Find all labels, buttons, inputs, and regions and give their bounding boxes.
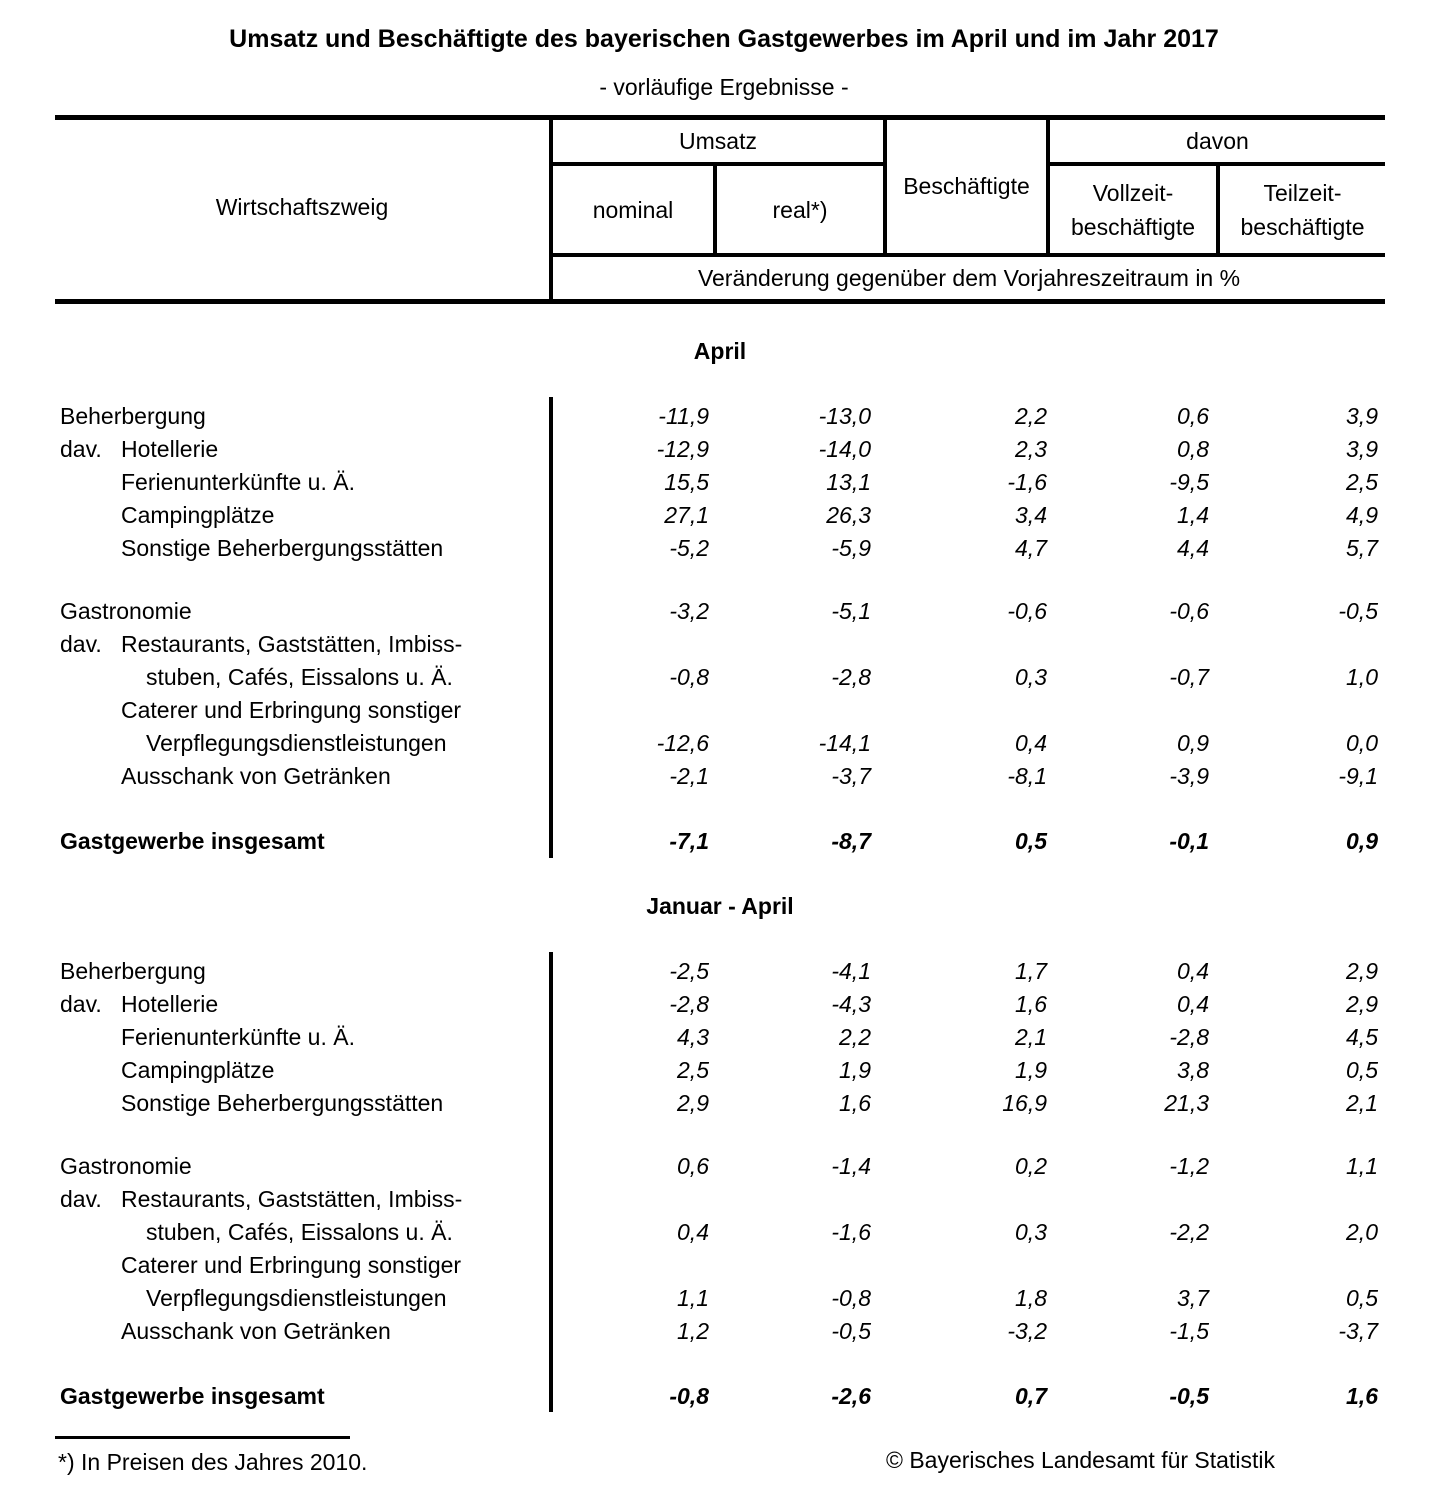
value-vollzeit: -3,9: [1169, 763, 1209, 789]
column-group-umsatz: Umsatz: [679, 127, 757, 154]
column-header-real: real*): [772, 196, 828, 223]
value-teilzeit: 2,1: [1346, 1090, 1378, 1116]
row-prefix: dav.: [60, 436, 102, 462]
value-teilzeit: 0,5: [1346, 1285, 1378, 1311]
table-row: [0, 1216, 1448, 1249]
row-label: Restaurants, Gaststätten, Imbiss-: [121, 631, 463, 657]
row-prefix: dav.: [60, 1186, 102, 1212]
value-real: -1,4: [831, 1153, 871, 1179]
value-nominal: -12,9: [656, 436, 709, 462]
value-vollzeit: -2,2: [1169, 1219, 1209, 1245]
column-header-nominal: nominal: [592, 196, 674, 223]
value-real: -1,6: [831, 1219, 871, 1245]
table-row: [0, 532, 1448, 565]
vollzeit-line2: beschäftigte: [1070, 213, 1196, 240]
value-real: -3,7: [831, 763, 871, 789]
value-real: -4,3: [831, 991, 871, 1017]
value-vollzeit: -9,5: [1169, 469, 1209, 495]
value-teilzeit: 0,5: [1346, 1057, 1378, 1083]
footnote: *) In Preisen des Jahres 2010.: [58, 1449, 368, 1475]
row-label: Gastronomie: [60, 1153, 192, 1179]
row-label: Caterer und Erbringung sonstiger: [121, 697, 462, 723]
table-row: [0, 1054, 1448, 1087]
value-vollzeit: -2,8: [1169, 1024, 1209, 1050]
value-real: -5,1: [831, 598, 871, 624]
value-teilzeit: 3,9: [1346, 436, 1378, 462]
row-label: Beherbergung: [60, 403, 206, 429]
value-vollzeit: 4,4: [1177, 535, 1209, 561]
value-vollzeit: -0,1: [1169, 828, 1209, 854]
column-header-wirtschaftszweig: Wirtschaftszweig: [215, 194, 389, 220]
value-nominal: -2,5: [669, 958, 709, 984]
value-nominal: -2,8: [669, 991, 709, 1017]
value-real: -0,8: [831, 1285, 871, 1311]
table-row: [0, 694, 1448, 727]
value-teilzeit: 1,1: [1346, 1153, 1378, 1179]
value-teilzeit: 0,0: [1346, 730, 1378, 756]
copyright: © Bayerisches Landesamt für Statistik: [886, 1447, 1275, 1473]
section-heading-april: April: [693, 338, 747, 364]
table-row: [0, 1150, 1448, 1183]
row-label: Restaurants, Gaststätten, Imbiss-: [121, 1186, 463, 1212]
value-vollzeit: 1,4: [1177, 502, 1209, 528]
row-label: Ausschank von Getränken: [121, 1318, 391, 1344]
row-prefix: dav.: [60, 991, 102, 1017]
row-label: Ferienunterkünfte u. Ä.: [121, 469, 355, 495]
value-nominal: 0,4: [677, 1219, 709, 1245]
value-teilzeit: -0,5: [1338, 598, 1378, 624]
value-vollzeit: 3,7: [1177, 1285, 1209, 1311]
table-row: [0, 727, 1448, 760]
value-beschaeftigte: 1,6: [1015, 991, 1047, 1017]
value-beschaeftigte: -3,2: [1007, 1318, 1047, 1344]
table-row: [0, 400, 1448, 433]
value-real: 1,9: [839, 1057, 871, 1083]
value-nominal: -3,2: [669, 598, 709, 624]
value-beschaeftigte: 1,9: [1015, 1057, 1047, 1083]
row-label: Hotellerie: [121, 991, 219, 1017]
column-group-davon: davon: [1186, 127, 1249, 154]
value-vollzeit: -0,7: [1169, 664, 1209, 690]
value-real: -2,8: [831, 664, 871, 690]
value-nominal: 2,5: [677, 1057, 709, 1083]
value-teilzeit: 2,9: [1346, 991, 1378, 1017]
vollzeit-line1: Vollzeit-: [1092, 179, 1174, 206]
column-header-beschaeftigte: Beschäftigte: [903, 173, 1030, 199]
table-row: [0, 760, 1448, 793]
value-teilzeit: 1,0: [1346, 664, 1378, 690]
value-real: 13,1: [826, 469, 871, 495]
row-prefix: dav.: [60, 631, 102, 657]
value-teilzeit: -3,7: [1338, 1318, 1378, 1344]
value-beschaeftigte: 16,9: [1002, 1090, 1047, 1116]
value-nominal: 27,1: [664, 502, 709, 528]
value-teilzeit: 0,9: [1346, 828, 1378, 854]
value-vollzeit: -1,2: [1169, 1153, 1209, 1179]
value-teilzeit: 4,5: [1346, 1024, 1378, 1050]
value-nominal: 1,1: [677, 1285, 709, 1311]
row-label: Hotellerie: [121, 436, 219, 462]
value-beschaeftigte: 2,2: [1015, 403, 1047, 429]
table-row: [0, 499, 1448, 532]
table-rule-header-bottom: [55, 299, 1385, 304]
value-beschaeftigte: 2,3: [1015, 436, 1047, 462]
table-row: [0, 433, 1448, 466]
value-vollzeit: 0,9: [1177, 730, 1209, 756]
row-label: Caterer und Erbringung sonstiger: [121, 1252, 462, 1278]
table-row: [0, 1315, 1448, 1348]
value-beschaeftigte: 0,2: [1015, 1153, 1047, 1179]
row-label: stuben, Cafés, Eissalons u. Ä.: [146, 1219, 453, 1245]
value-real: -8,7: [831, 828, 871, 854]
value-teilzeit: 3,9: [1346, 403, 1378, 429]
value-nominal: -0,8: [669, 1383, 709, 1409]
value-vollzeit: 0,4: [1177, 991, 1209, 1017]
value-real: -2,6: [831, 1383, 871, 1409]
value-beschaeftigte: 4,7: [1015, 535, 1047, 561]
table-row: [0, 628, 1448, 661]
value-teilzeit: 1,6: [1346, 1383, 1378, 1409]
value-beschaeftigte: 1,8: [1015, 1285, 1047, 1311]
value-nominal: -12,6: [656, 730, 709, 756]
value-teilzeit: 2,5: [1346, 469, 1378, 495]
column-header-teilzeit: [1220, 166, 1385, 253]
table-row: [0, 955, 1448, 988]
value-real: -14,0: [818, 436, 871, 462]
table-row: [0, 595, 1448, 628]
value-nominal: 4,3: [677, 1024, 709, 1050]
value-nominal: 15,5: [664, 469, 709, 495]
footnote-rule: [55, 1436, 350, 1439]
value-real: -5,9: [831, 535, 871, 561]
value-beschaeftigte: 2,1: [1015, 1024, 1047, 1050]
row-label: Sonstige Beherbergungsstätten: [121, 535, 444, 561]
value-real: -0,5: [831, 1318, 871, 1344]
row-label: Verpflegungsdienstleistungen: [146, 1285, 447, 1311]
unit-row-label: Veränderung gegenüber dem Vorjahreszeitraum in %: [697, 265, 1241, 291]
value-nominal: -5,2: [669, 535, 709, 561]
row-label: Ausschank von Getränken: [121, 763, 391, 789]
value-vollzeit: 0,4: [1177, 958, 1209, 984]
value-beschaeftigte: 0,7: [1015, 1383, 1047, 1409]
value-beschaeftigte: 0,5: [1015, 828, 1047, 854]
row-label: Gastronomie: [60, 598, 192, 624]
value-nominal: 1,2: [677, 1318, 709, 1344]
table-row-total: [0, 825, 1448, 858]
table-row: [0, 1249, 1448, 1282]
value-vollzeit: -1,5: [1169, 1318, 1209, 1344]
table-row: [0, 1282, 1448, 1315]
table-row: [0, 1183, 1448, 1216]
value-beschaeftigte: 0,3: [1015, 664, 1047, 690]
row-label: Ferienunterkünfte u. Ä.: [121, 1024, 355, 1050]
value-nominal: -2,1: [669, 763, 709, 789]
value-nominal: -7,1: [669, 828, 709, 854]
page-subtitle: - vorläufige Ergebnisse -: [599, 74, 849, 100]
value-beschaeftigte: 0,3: [1015, 1219, 1047, 1245]
value-vollzeit: -0,5: [1169, 1383, 1209, 1409]
table-row: [0, 988, 1448, 1021]
section-heading-januar-april: Januar - April: [646, 893, 794, 919]
row-label: Verpflegungsdienstleistungen: [146, 730, 447, 756]
value-nominal: 2,9: [677, 1090, 709, 1116]
value-vollzeit: 21,3: [1164, 1090, 1209, 1116]
row-label: Sonstige Beherbergungsstätten: [121, 1090, 444, 1116]
value-real: 26,3: [826, 502, 871, 528]
value-teilzeit: 2,0: [1346, 1219, 1378, 1245]
column-header-vollzeit: [1050, 166, 1216, 253]
value-vollzeit: 0,8: [1177, 436, 1209, 462]
table-row: [0, 661, 1448, 694]
value-nominal: -0,8: [669, 664, 709, 690]
table-row-total: [0, 1380, 1448, 1413]
value-vollzeit: 0,6: [1177, 403, 1209, 429]
value-real: 2,2: [839, 1024, 871, 1050]
value-nominal: 0,6: [677, 1153, 709, 1179]
row-label: Gastgewerbe insgesamt: [60, 1383, 325, 1409]
value-vollzeit: 3,8: [1177, 1057, 1209, 1083]
table-row: [0, 466, 1448, 499]
table-row: [0, 1021, 1448, 1054]
value-teilzeit: -9,1: [1338, 763, 1378, 789]
value-nominal: -11,9: [658, 403, 709, 429]
value-beschaeftigte: 0,4: [1015, 730, 1047, 756]
row-label: Campingplätze: [121, 1057, 275, 1083]
table-row: [0, 1087, 1448, 1120]
value-real: -4,1: [831, 958, 871, 984]
value-beschaeftigte: -0,6: [1007, 598, 1047, 624]
value-beschaeftigte: 1,7: [1015, 958, 1047, 984]
row-label: Campingplätze: [121, 502, 275, 528]
value-teilzeit: 4,9: [1346, 502, 1378, 528]
teilzeit-line1: Teilzeit-: [1263, 179, 1342, 206]
value-real: -13,0: [818, 403, 871, 429]
value-real: 1,6: [839, 1090, 871, 1116]
value-teilzeit: 2,9: [1346, 958, 1378, 984]
value-beschaeftigte: -8,1: [1007, 763, 1047, 789]
value-real: -14,1: [818, 730, 871, 756]
row-label: Gastgewerbe insgesamt: [60, 828, 325, 854]
value-beschaeftigte: 3,4: [1015, 502, 1047, 528]
value-teilzeit: 5,7: [1346, 535, 1378, 561]
value-vollzeit: -0,6: [1169, 598, 1209, 624]
value-beschaeftigte: -1,6: [1007, 469, 1047, 495]
teilzeit-line2: beschäftigte: [1240, 213, 1365, 240]
row-label: stuben, Cafés, Eissalons u. Ä.: [146, 664, 453, 690]
row-label: Beherbergung: [60, 958, 206, 984]
page-title: Umsatz und Beschäftigte des bayerischen Gastgewerbes im April und im Jahr 2017: [229, 25, 1219, 53]
